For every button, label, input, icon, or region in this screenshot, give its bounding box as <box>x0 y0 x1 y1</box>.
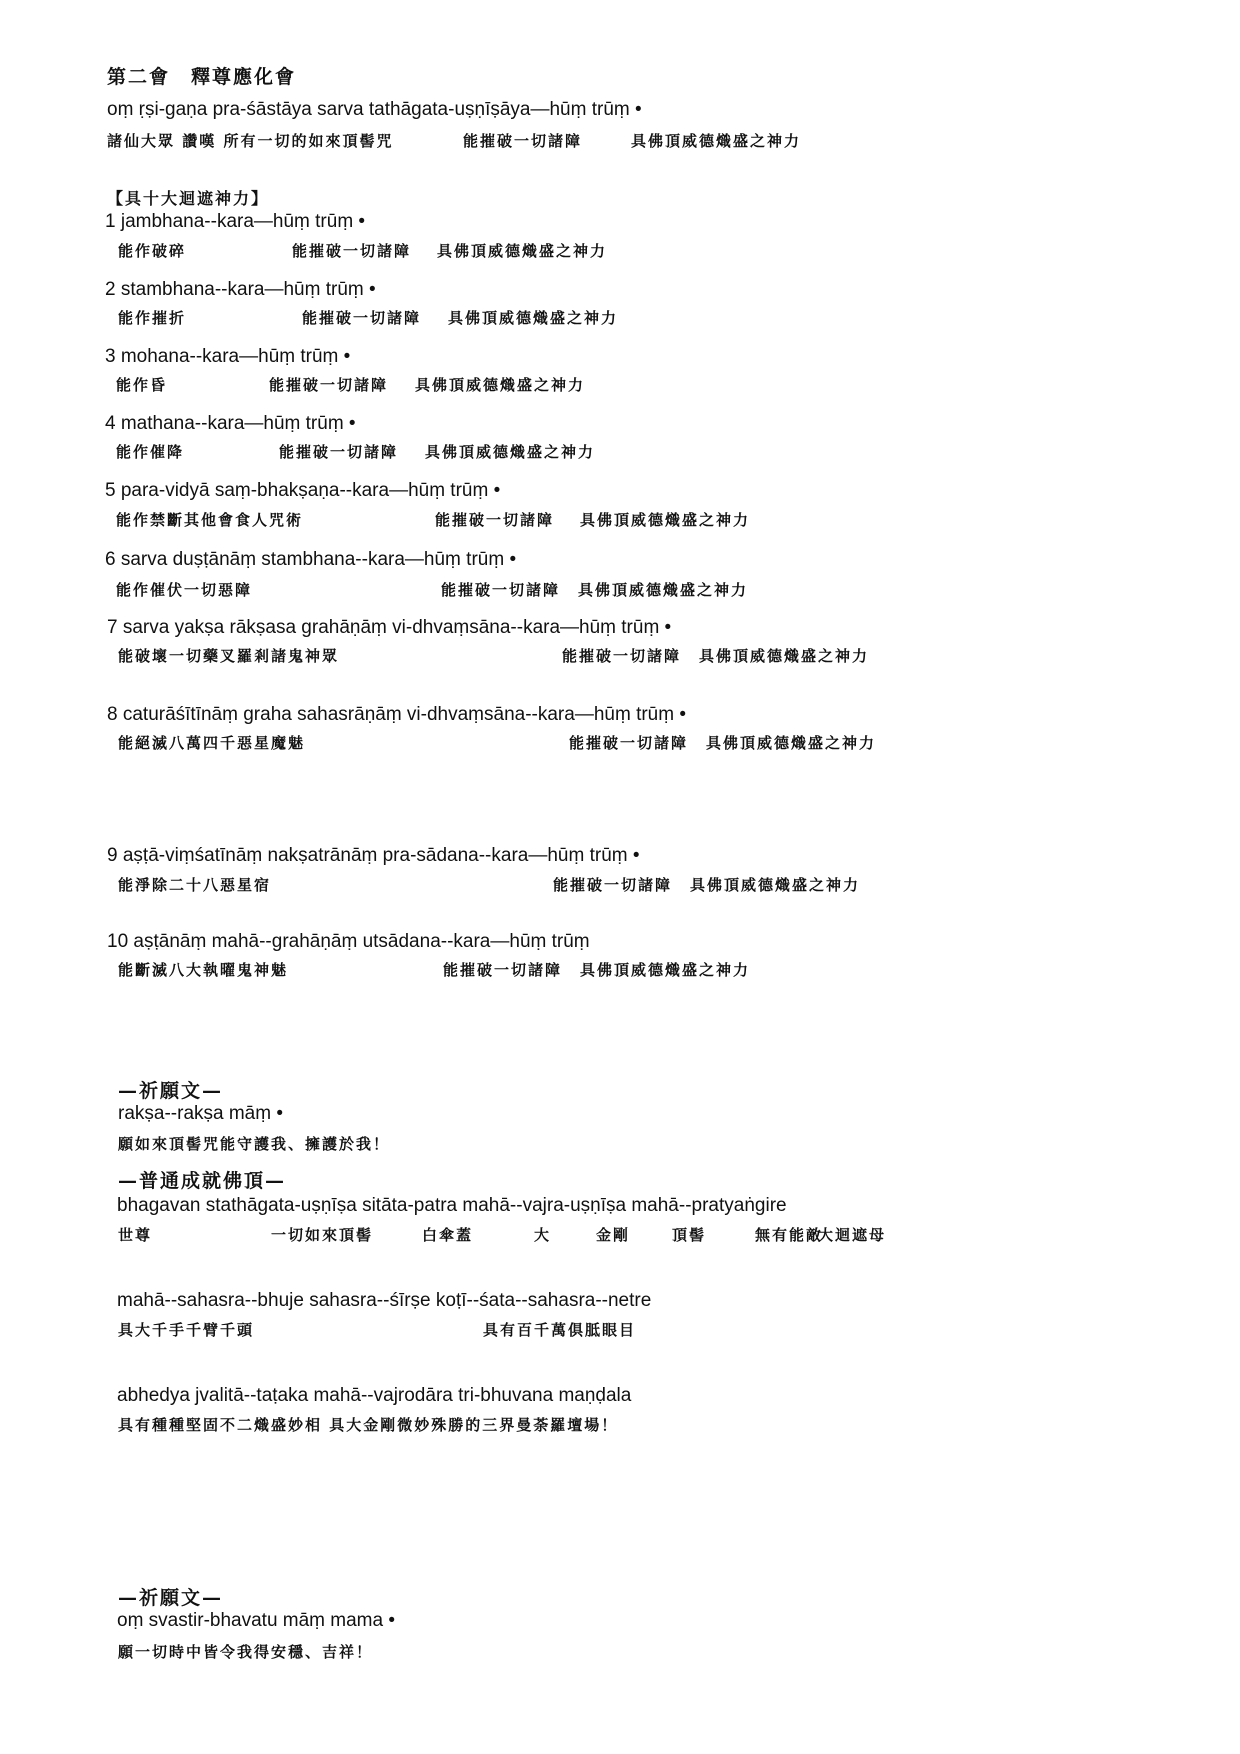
item-translation-2: 能摧破一切諸障 <box>569 734 689 752</box>
gloss-2: 具有百千萬俱胝眼目 <box>483 1321 637 1339</box>
item-translation-3: 具佛頂威德熾盛之神力 <box>415 376 586 394</box>
gloss-1: 大 <box>534 1226 552 1244</box>
intro-translation-1: 諸仙大眾 讚嘆 所有一切的如來頂髻咒 <box>107 132 394 150</box>
item-meaning: 能作催伏一切惡障 <box>116 581 253 599</box>
prayer-meaning: 願一切時中皆令我得安穩、吉祥！ <box>118 1643 374 1661</box>
item-meaning: 能作摧折 <box>118 309 187 327</box>
item-translation-2: 能摧破一切諸障 <box>279 443 399 461</box>
item-mantra: 6 sarva duṣṭānāṃ stambhana--kara—hūṃ trūṃ • <box>105 549 517 570</box>
item-translation-2: 能摧破一切諸障 <box>441 581 561 599</box>
item-translation-3: 具佛頂威德熾盛之神力 <box>448 309 619 327</box>
item-translation-3: 具佛頂威德熾盛之神力 <box>706 734 877 752</box>
item-mantra: 4 mathana--kara—hūṃ trūṃ • <box>105 413 356 434</box>
gloss-1: 世尊 <box>118 1226 153 1244</box>
item-translation-3: 具佛頂威德熾盛之神力 <box>580 961 751 979</box>
item-mantra: 10 aṣṭānāṃ mahā--grahāṇāṃ utsādana--kara—hūṃ trūṃ <box>107 931 590 952</box>
item-translation-2: 能摧破一切諸障 <box>292 242 412 260</box>
item-translation-3: 具佛頂威德熾盛之神力 <box>425 443 596 461</box>
item-meaning: 能破壞一切藥叉羅剎諸鬼神眾 <box>118 647 340 665</box>
common-heading: —普通成就佛頂— <box>118 1170 287 1192</box>
item-mantra: 9 aṣṭā-viṃśatīnāṃ nakṣatrānāṃ pra-sādana--kara—hūṃ trūṃ • <box>107 845 640 866</box>
item-meaning: 能淨除二十八惡星宿 <box>118 876 272 894</box>
common-line-1: bhagavan stathāgata-uṣṇīṣa sitāta-patra mahā--vajra-uṣṇīṣa mahā--pratyaṅgire <box>117 1195 787 1216</box>
prayer-mantra: rakṣa--rakṣa māṃ • <box>118 1103 284 1124</box>
gloss-3: 具有種種堅固不二熾盛妙相 具大金剛微妙殊勝的三界曼荼羅壇場！ <box>118 1416 619 1434</box>
intro-translation-3: 具佛頂威德熾盛之神力 <box>631 132 802 150</box>
item-mantra: 3 mohana--kara—hūṃ trūṃ • <box>105 346 351 367</box>
item-translation-2: 能摧破一切諸障 <box>302 309 422 327</box>
prayer-heading: —祈願文— <box>118 1080 224 1102</box>
item-mantra: 5 para-vidyā saṃ-bhakṣaṇa--kara—hūṃ trūṃ • <box>105 480 501 501</box>
intro-mantra: oṃ ṛṣi-gaṇa pra-śāstāya sarva tathāgata-uṣṇīṣāya—hūṃ trūṃ • <box>107 99 642 120</box>
item-translation-3: 具佛頂威德熾盛之神力 <box>578 581 749 599</box>
common-line-2: mahā--sahasra--bhuje sahasra--śīrṣe koṭī--śata--sahasra--netre <box>117 1290 652 1311</box>
item-meaning: 能絕滅八萬四千惡星魔魅 <box>118 734 306 752</box>
gloss-1: 金剛 <box>596 1226 631 1244</box>
item-translation-2: 能摧破一切諸障 <box>443 961 563 979</box>
item-meaning: 能作昏 <box>116 376 168 394</box>
item-translation-3: 具佛頂威德熾盛之神力 <box>580 511 751 529</box>
gloss-1: 無有能敵 <box>755 1226 824 1244</box>
gloss-1: 大迴遮母 <box>818 1226 887 1244</box>
item-translation-2: 能摧破一切諸障 <box>553 876 673 894</box>
common-line-3: abhedya jvalitā--taṭaka mahā--vajrodāra tri-bhuvana maṇḍala <box>117 1385 632 1406</box>
item-meaning: 能作禁斷其他會食人咒術 <box>116 511 304 529</box>
page-title: 第二會 釋尊應化會 <box>107 66 297 88</box>
item-mantra: 2 stambhana--kara—hūṃ trūṃ • <box>105 279 376 300</box>
gloss-2: 具大千手千臂千頭 <box>118 1321 255 1339</box>
prayer-heading: —祈願文— <box>118 1587 224 1609</box>
section-heading: 【具十大迴遮神力】 <box>107 189 270 208</box>
gloss-1: 頂髻 <box>672 1226 707 1244</box>
item-translation-2: 能摧破一切諸障 <box>269 376 389 394</box>
prayer-meaning: 願如來頂髻咒能守護我、擁護於我！ <box>118 1135 391 1153</box>
item-mantra: 8 caturāśītīnāṃ graha sahasrāṇāṃ vi-dhvaṃsāna--kara—hūṃ trūṃ • <box>107 704 686 725</box>
item-translation-3: 具佛頂威德熾盛之神力 <box>437 242 608 260</box>
item-meaning: 能斷滅八大執曜鬼神魅 <box>118 961 289 979</box>
item-mantra: 1 jambhana--kara—hūṃ trūṃ • <box>105 211 366 232</box>
intro-translation-2: 能摧破一切諸障 <box>463 132 583 150</box>
item-translation-3: 具佛頂威德熾盛之神力 <box>690 876 861 894</box>
item-meaning: 能作催降 <box>116 443 185 461</box>
gloss-1: 白傘蓋 <box>422 1226 474 1244</box>
item-meaning: 能作破碎 <box>118 242 187 260</box>
item-translation-3: 具佛頂威德熾盛之神力 <box>699 647 870 665</box>
item-translation-2: 能摧破一切諸障 <box>435 511 555 529</box>
item-translation-2: 能摧破一切諸障 <box>562 647 682 665</box>
prayer-mantra: oṃ svastir-bhavatu māṃ mama • <box>117 1610 396 1631</box>
item-mantra: 7 sarva yakṣa rākṣasa grahāṇāṃ vi-dhvaṃsāna--kara—hūṃ trūṃ • <box>107 617 672 638</box>
gloss-1: 一切如來頂髻 <box>271 1226 374 1244</box>
